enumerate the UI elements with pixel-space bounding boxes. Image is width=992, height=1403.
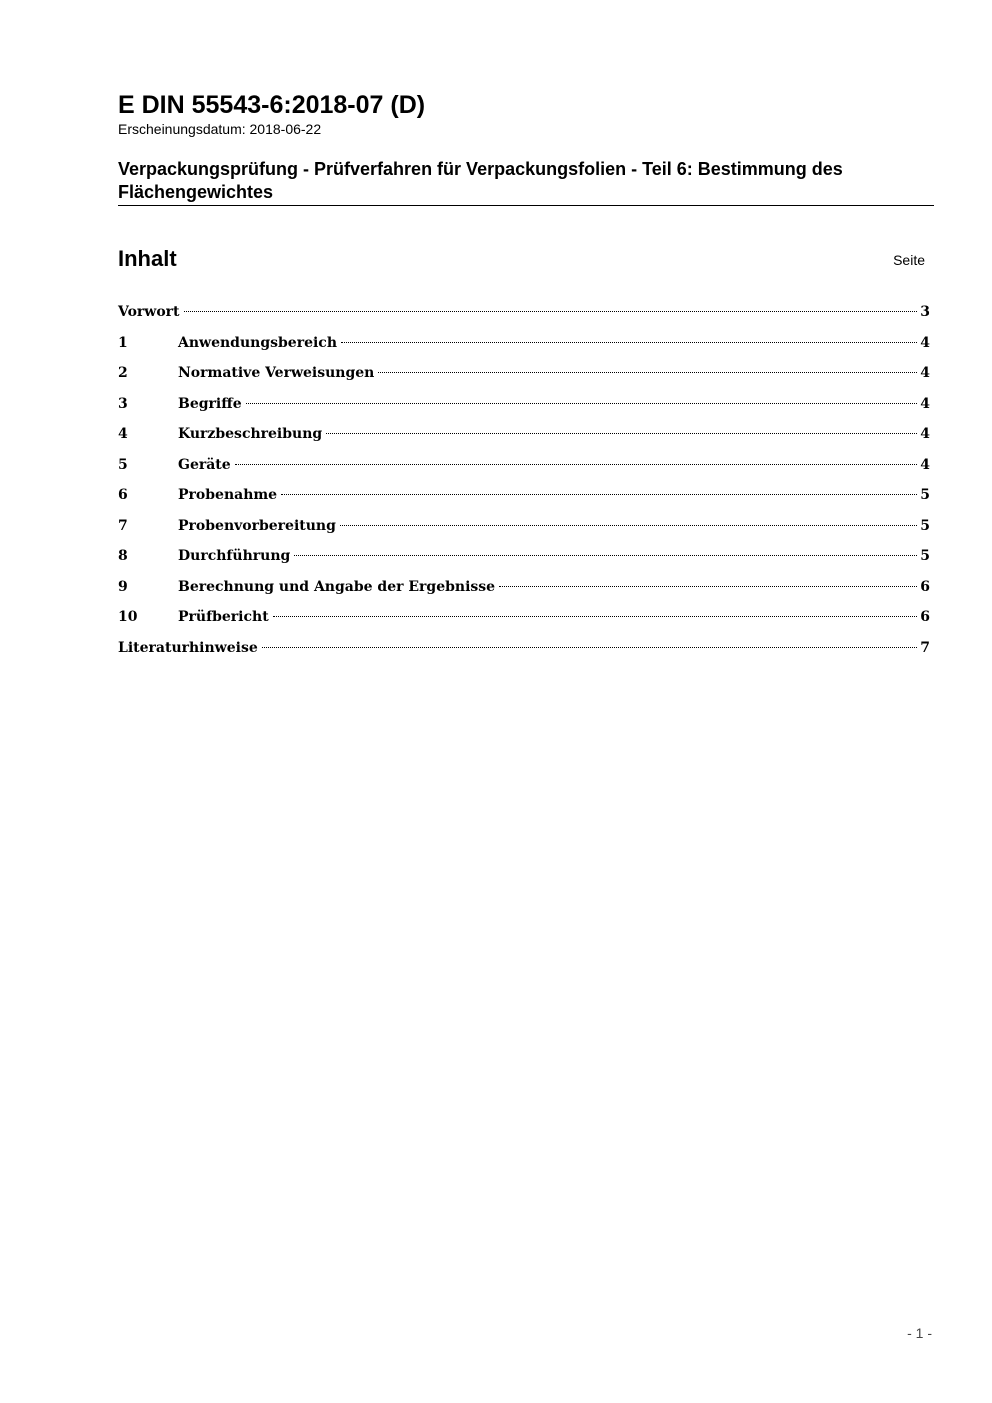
table-of-contents: [118, 301, 930, 667]
toc-entry-9[interactable]: [118, 576, 930, 607]
toc-entry-number: 7: [118, 517, 128, 534]
toc-entry-number: 1: [118, 334, 128, 351]
toc-dot-leader: [378, 372, 917, 373]
toc-entry-vorwort[interactable]: [118, 301, 930, 332]
toc-entry-label: Kurzbeschreibung: [178, 426, 323, 442]
toc-entry-label: Geräte: [178, 456, 231, 473]
toc-entry-number: 3: [118, 395, 128, 412]
toc-entry-label: Durchführung: [178, 548, 291, 564]
toc-entry-7[interactable]: [118, 515, 930, 546]
toc-entry-page: 4: [920, 456, 930, 473]
toc-entry-page: 6: [920, 578, 930, 595]
toc-entry-label: Prüfbericht: [178, 609, 269, 625]
toc-entry-number: 6: [118, 487, 128, 503]
toc-entry-label: Probenvorbereitung: [178, 517, 336, 534]
document-id: E DIN 55543-6:2018-07 (D): [118, 91, 426, 119]
toc-entry-label: Berechnung und Angabe der Ergebnisse: [178, 578, 496, 595]
page-number: - 1 -: [907, 1325, 932, 1341]
toc-entry-1[interactable]: [118, 332, 930, 363]
toc-entry-number: 5: [118, 456, 128, 473]
toc-entry-number: 2: [118, 365, 128, 381]
toc-entry-10[interactable]: [118, 606, 930, 637]
toc-heading: Inhalt: [118, 246, 177, 271]
toc-dot-leader: [341, 342, 917, 343]
title-divider: [118, 205, 934, 206]
publication-date: Erscheinungsdatum: 2018-06-22: [118, 121, 322, 137]
toc-entry-label: Normative Verweisungen: [178, 365, 375, 381]
toc-dot-leader: [235, 464, 918, 465]
toc-entry-label: Literaturhinweise: [118, 639, 258, 656]
toc-entry-page: 3: [920, 304, 930, 320]
toc-entry-page: 4: [920, 365, 930, 381]
toc-entry-page: 5: [920, 517, 930, 534]
toc-dot-leader: [273, 616, 918, 617]
toc-entry-5[interactable]: [118, 454, 930, 485]
toc-entry-number: 8: [118, 548, 128, 564]
toc-entry-label: Begriffe: [178, 395, 242, 412]
toc-entry-number: 9: [118, 578, 128, 595]
toc-dot-leader: [281, 494, 917, 495]
toc-entry-page: 6: [920, 609, 930, 625]
toc-entry-page: 4: [920, 426, 930, 442]
toc-entry-page: 5: [920, 548, 930, 564]
toc-dot-leader: [294, 555, 917, 556]
toc-dot-leader: [326, 433, 917, 434]
toc-entry-4[interactable]: [118, 423, 930, 454]
toc-entry-number: 4: [118, 426, 128, 442]
toc-dot-leader: [340, 525, 917, 526]
toc-entry-page: 5: [920, 487, 930, 503]
toc-dot-leader: [262, 647, 918, 648]
document-title: Verpackungsprüfung - Prüfverfahren für Verpackungsfolien - Teil 6: Bestimmung des Flächengewichtes: [118, 159, 843, 202]
toc-page-column-label: Seite: [893, 252, 925, 268]
toc-entry-label: Vorwort: [118, 304, 180, 320]
toc-entry-label: Probenahme: [178, 487, 278, 503]
toc-entry-literaturhinweise[interactable]: [118, 637, 930, 668]
toc-entry-page: 4: [920, 334, 930, 351]
toc-entry-6[interactable]: [118, 484, 930, 515]
toc-entry-page: 4: [920, 395, 930, 412]
toc-entry-label: Anwendungsbereich: [178, 334, 337, 351]
toc-entry-3[interactable]: [118, 393, 930, 424]
toc-dot-leader: [246, 403, 918, 404]
toc-entry-2[interactable]: [118, 362, 930, 393]
toc-entry-8[interactable]: [118, 545, 930, 576]
toc-dot-leader: [184, 311, 918, 312]
toc-entry-number: 10: [118, 609, 138, 625]
toc-dot-leader: [499, 586, 917, 587]
toc-entry-page: 7: [920, 639, 930, 656]
